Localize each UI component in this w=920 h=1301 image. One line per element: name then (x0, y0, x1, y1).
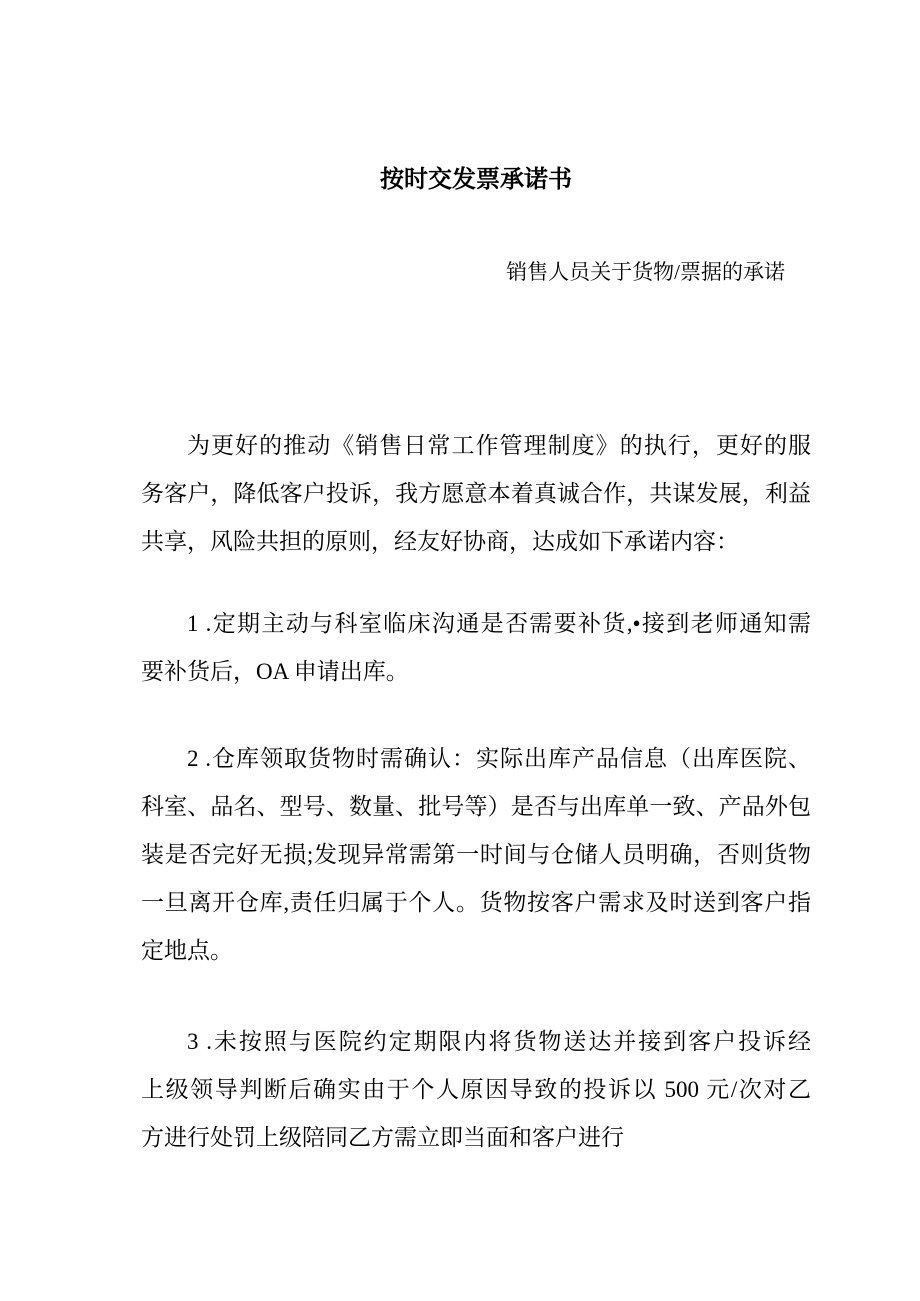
text-line: 3 .未按照与医院约定期限内将货物送达并接到客户投诉经 (187, 1029, 811, 1054)
text-line: 1 .定期主动与科室临床沟通是否需要补货,•接到老师通知需 (187, 611, 811, 636)
text-line: 2 .仓库领取货物时需确认：实际出库产品信息（出库医院、 (187, 746, 811, 771)
text-line: 一旦离开仓库,责任归属于个人。货物按客户需求及时送到客户指 (141, 890, 811, 915)
document-title: 按时交发票承诺书 (380, 166, 572, 193)
text-line: 上级领导判断后确实由于个人原因导致的投诉以 500 元/次对乙 (141, 1077, 811, 1102)
text-line: 要补货后，OA 申请出库。 (141, 659, 409, 684)
text-line: 为更好的推动《销售日常工作管理制度》的执行，更好的服 (187, 433, 811, 458)
paragraph (141, 735, 811, 975)
text-line: 定地点。 (141, 938, 233, 963)
document-subtitle: 销售人员关于货物/票据的承诺 (506, 260, 785, 284)
text-line: 务客户，降低客户投诉，我方愿意本着真诚合作，共谋发展，利益 (141, 481, 811, 506)
paragraph (141, 1018, 811, 1162)
document-body (141, 422, 811, 1162)
text-line: 方进行处罚上级陪同乙方需立即当面和客户进行 (141, 1125, 624, 1150)
text-line: 共享，风险共担的原则，经友好协商，达成如下承诺内容： (141, 529, 739, 554)
text-line: 装是否完好无损;发现异常需第一时间与仓储人员明确，否则货物 (141, 842, 811, 867)
text-line: 科室、品名、型号、数量、批号等）是否与出库单一致、产品外包 (141, 794, 811, 819)
paragraph (141, 600, 811, 696)
paragraph (141, 422, 811, 566)
